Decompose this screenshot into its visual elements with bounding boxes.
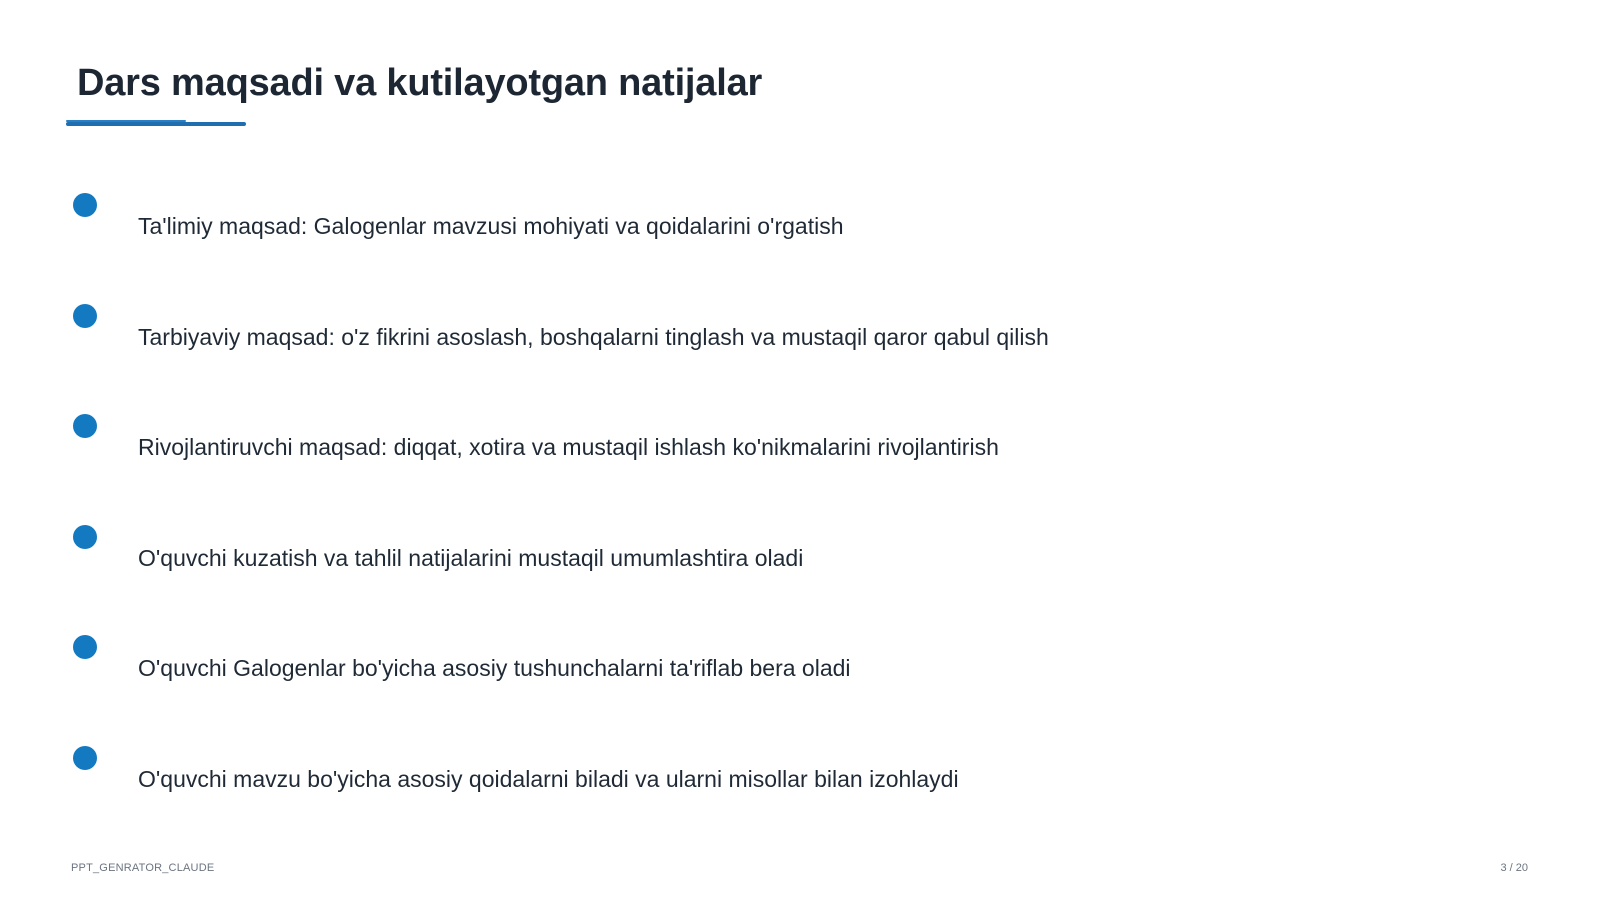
bullet-dot-icon [73,635,97,659]
objective-item [73,193,1553,253]
objective-text: O'quvchi kuzatish va tahlil natijalarini mustaqil umumlashtira oladi [138,545,804,571]
objective-item [73,746,1553,806]
objective-item [73,304,1553,364]
objective-text: Rivojlantiruvchi maqsad: diqqat, xotira va mustaqil ishlash ko'nikmalarini rivojlantirish [138,434,999,460]
footer-source-label: PPT_GENRATOR_CLAUDE [71,862,215,874]
objective-item [73,635,1553,695]
bullet-dot-icon [73,525,97,549]
objective-text: Tarbiyaviy maqsad: o'z fikrini asoslash, boshqalarni tinglash va mustaqil qaror qabul qilish [138,324,1049,350]
objective-text: O'quvchi mavzu bo'yicha asosiy qoidalarni biladi va ularni misollar bilan izohlaydi [138,766,959,792]
objective-item [73,414,1553,474]
objective-text: Ta'limiy maqsad: Galogenlar mavzusi mohiyati va qoidalarini o'rgatish [138,213,844,239]
slide-title: Dars maqsadi va kutilayotgan natijalar [77,62,763,104]
bullet-dot-icon [73,193,97,217]
bullet-dot-icon [73,746,97,770]
page-indicator: 3 / 20 [1500,862,1528,874]
bullet-dot-icon [73,304,97,328]
objective-item [73,525,1553,585]
objective-text: O'quvchi Galogenlar bo'yicha asosiy tushunchalarni ta'riflab bera oladi [138,655,851,681]
bullet-dot-icon [73,414,97,438]
